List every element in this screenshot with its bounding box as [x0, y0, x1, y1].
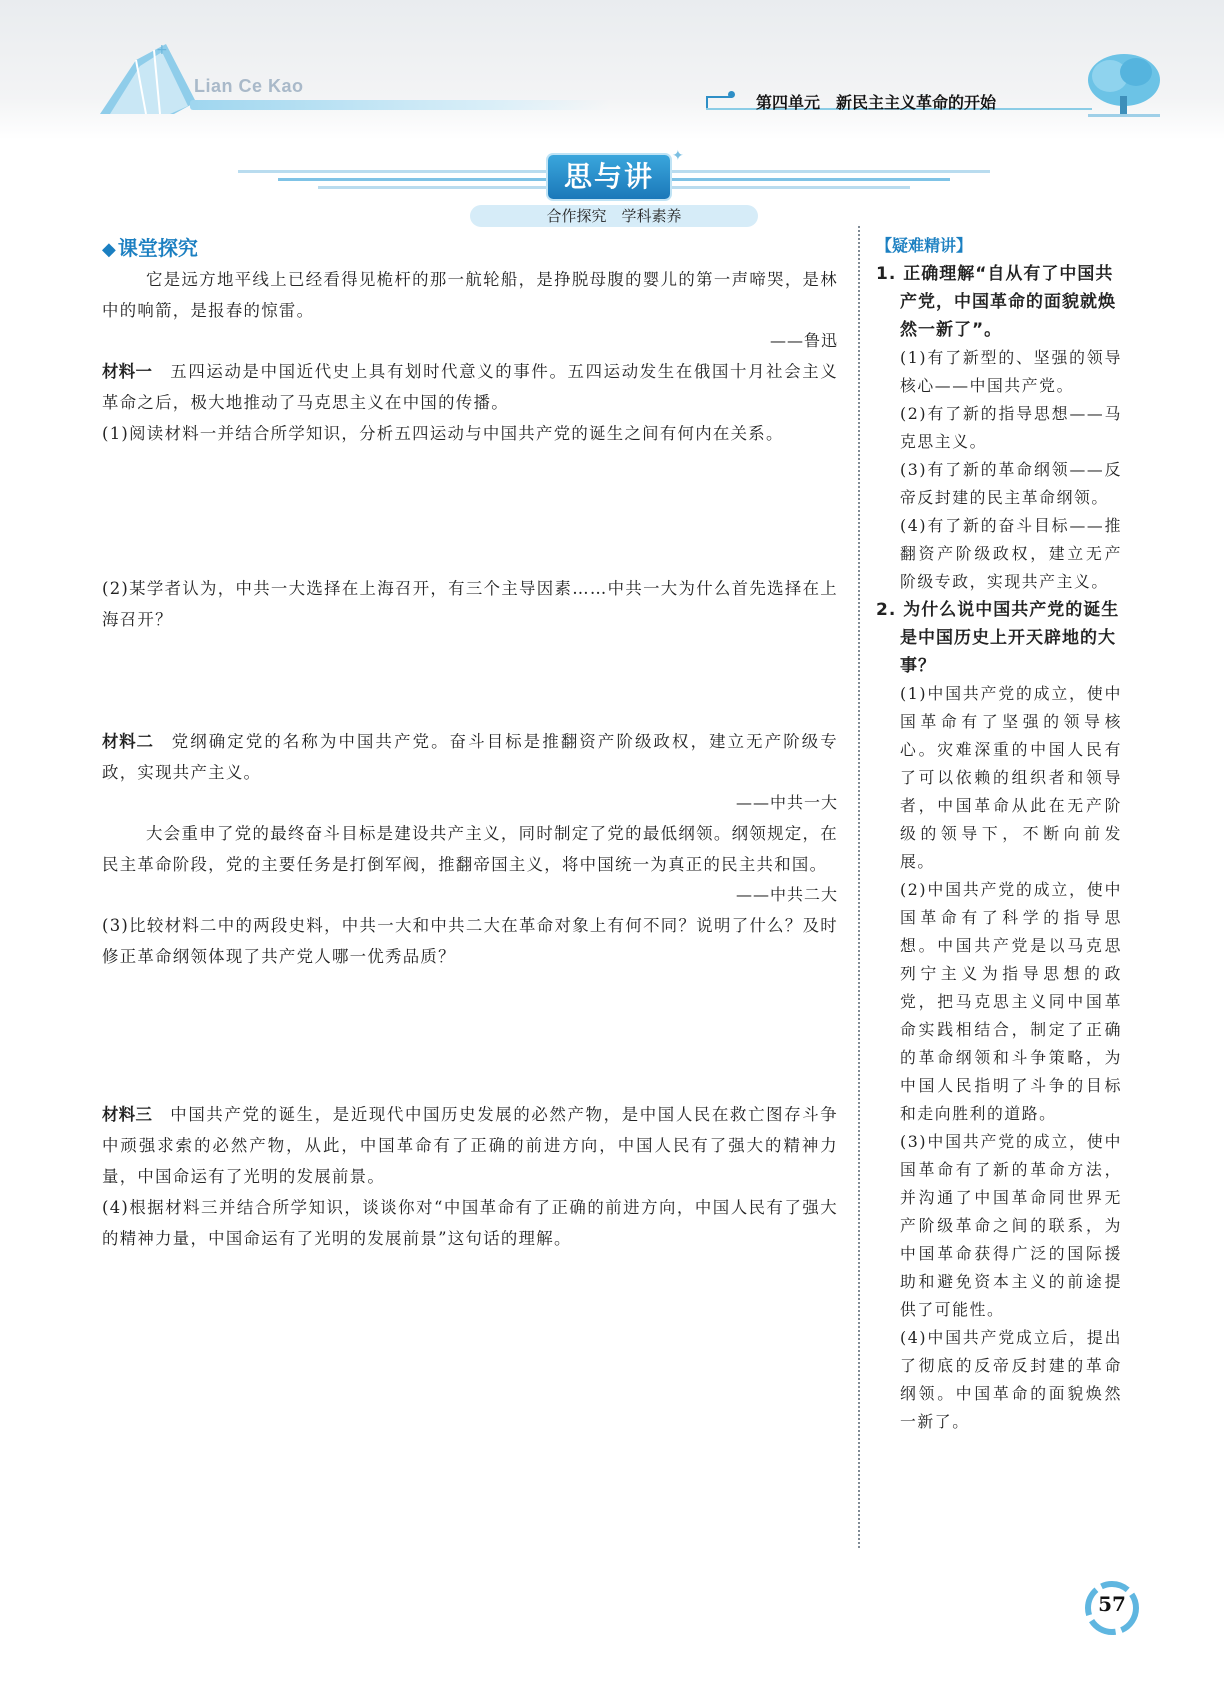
- material-two-label: 材料二: [102, 732, 154, 751]
- section-lines-left: [238, 166, 550, 194]
- page-number: 57: [1098, 1592, 1126, 1616]
- material-one-label: 材料一: [102, 362, 153, 381]
- material-three-label: 材料三: [102, 1105, 153, 1124]
- sidebar-point: (2)有了新的指导思想——马克思主义。: [900, 404, 1122, 451]
- heading-row: [102, 232, 838, 264]
- question-4: (4)根据材料三并结合所学知识，谈谈你对“中国革命有了正确的前进方向，中国人民有了强大的精神力量，中国命运有了光明的发展前景”这句话的理解。: [102, 1198, 838, 1248]
- sidebar-question-1: 1. 正确理解“自从有了中国共产党，中国革命的面貌就焕然一新了”。: [876, 264, 1116, 340]
- sidebar-point: (2)中国共产党的成立，使中国革命有了科学的指导思想。中国共产党是以马克思列宁主义为指导思想的政党，把马克思主义同中国革命实践相结合，制定了正确的革命纲领和斗争策略，为中国人民指明了斗争的目标和走向胜利的道路。: [900, 880, 1122, 1123]
- sidebar-point: (4)中国共产党成立后，提出了彻底的反帝反封建的革命纲领。中国革命的面貌焕然一新了。: [900, 1328, 1122, 1431]
- sidebar-point: (1)中国共产党的成立，使中国革命有了坚强的领导核心。灾难深重的中国人民有了可以依赖的组织者和领导者，中国革命从此在无产阶级的领导下，不断向前发展。: [900, 684, 1122, 871]
- unit-title: 第四单元 新民主主义革命的开始: [756, 93, 997, 112]
- sparkle-icon: ✦: [672, 148, 684, 164]
- svg-text:+: +: [156, 42, 168, 58]
- sidebar-point: (1)有了新型的、坚强的领导核心——中国共产党。: [900, 348, 1122, 395]
- material-two-attribution-1: ——中共一大: [735, 793, 838, 812]
- diamond-icon: ◆: [102, 239, 116, 260]
- material-one-text: 五四运动是中国近代史上具有划时代意义的事件。五四运动发生在俄国十月社会主义革命之后，极大地推动了马克思主义在中国的传播。: [102, 362, 838, 412]
- quote-attribution: ——鲁迅: [769, 331, 838, 350]
- answer-space-1[interactable]: [102, 449, 838, 573]
- question-1: (1)阅读材料一并结合所学知识，分析五四运动与中国共产党的诞生之间有何内在关系。: [102, 424, 784, 443]
- sidebar-point: (3)有了新的革命纲领——反帝反封建的民主革命纲领。: [900, 460, 1122, 507]
- sidebar-heading: 【疑难精讲】: [876, 236, 973, 255]
- section-subtitle: 合作探究 学科素养: [470, 205, 758, 227]
- sidebar-point: (3)中国共产党的成立，使中国革命有了新的革命方法，并沟通了中国革命同世界无产阶级革命之间的联系，为中国革命获得广泛的国际援助和避免资本主义的前途提供了可能性。: [900, 1132, 1122, 1319]
- section-title: 思与讲: [548, 155, 670, 199]
- material-two: [102, 726, 838, 788]
- material-three-text: 中国共产党的诞生，是近现代中国历史发展的必然产物，是中国人民在救亡图存斗争中顽强求索的必然产物，从此，中国革命有了正确的前进方向，中国人民有了强大的精神力量，中国命运有了光明的发展前景。: [102, 1105, 838, 1186]
- tree-icon: [1074, 50, 1174, 118]
- sidebar-point: (4)有了新的奋斗目标——推翻资产阶级政权，建立无产阶级专政，实现共产主义。: [900, 516, 1122, 591]
- header-rule: [190, 100, 610, 110]
- logo-text: Lian Ce Kao: [194, 76, 304, 96]
- answer-space-3[interactable]: [102, 972, 838, 1099]
- material-one: [102, 356, 838, 418]
- sidebar: [876, 232, 1122, 1436]
- question-3: (3)比较材料二中的两段史料，中共一大和中共二大在革命对象上有何不同？说明了什么？及时修正革命纲领体现了共产党人哪一优秀品质？: [102, 916, 838, 966]
- material-three: [102, 1099, 838, 1192]
- header-dot: [728, 91, 735, 98]
- quote-text: 它是远方地平线上已经看得见桅杆的那一航轮船，是挣脱母腹的婴儿的第一声啼哭，是林中的响箭，是报春的惊雷。: [102, 270, 838, 320]
- answer-space-2[interactable]: [102, 635, 838, 726]
- material-two-attribution-2: ——中共二大: [735, 885, 838, 904]
- main-column: [102, 232, 838, 1254]
- material-two-text-2: 大会重申了党的最终奋斗目标是建设共产主义，同时制定了党的最低纲领。纲领规定，在民主革命阶段，党的主要任务是打倒军阀，推翻帝国主义，将中国统一为真正的民主共和国。: [102, 824, 838, 874]
- section-lines-right: [672, 166, 990, 194]
- column-divider: [858, 226, 860, 1548]
- question-2: (2)某学者认为，中共一大选择在上海召开，有三个主导因素……中共一大为什么首先选择在上海召开？: [102, 579, 838, 629]
- material-two-text: 党纲确定党的名称为中国共产党。奋斗目标是推翻资产阶级政权，建立无产阶级专政，实现共产主义。: [102, 732, 838, 782]
- sidebar-question-2: 2. 为什么说中国共产党的诞生是中国历史上开天辟地的大事？: [876, 600, 1120, 676]
- heading-classroom-explore: 课堂探究: [117, 236, 198, 260]
